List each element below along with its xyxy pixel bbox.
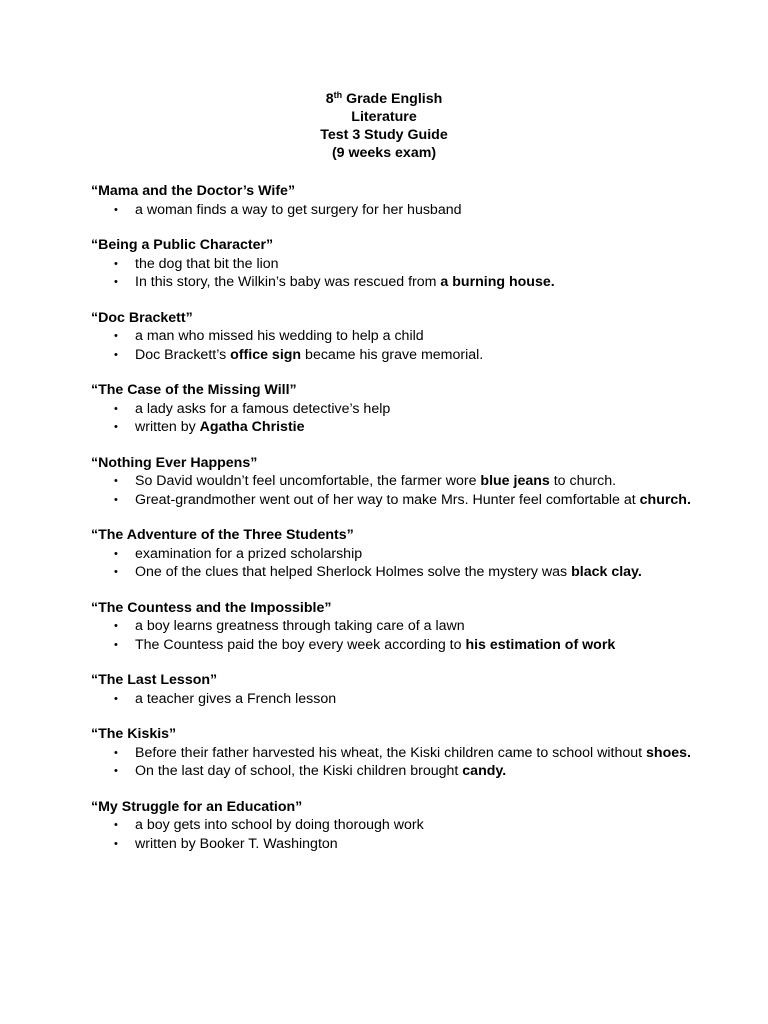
title-grade-superscript: th (333, 90, 343, 101)
title-grade-rest: Grade English (346, 91, 443, 107)
item-text: In this story, the Wilkin’s baby was rescued from (135, 274, 441, 290)
list-item (91, 762, 691, 781)
story-facts-list (91, 472, 691, 509)
bullet-icon: • (114, 547, 118, 560)
item-text: One of the clues that helped Sherlock Holmes solve the mystery was (135, 564, 572, 580)
item-emphasis: candy. (462, 763, 507, 779)
item-text-after: to church. (549, 473, 617, 489)
study-guide-content (91, 182, 691, 870)
bullet-icon: • (114, 276, 118, 288)
item-emphasis: his estimation of work (465, 636, 616, 653)
list-item (91, 346, 691, 365)
story-title: “Nothing Ever Happens” (91, 454, 258, 471)
item-text: the dog that bit the lion (135, 255, 279, 272)
bullet-icon: • (114, 203, 118, 216)
item-emphasis: church. (639, 491, 691, 508)
bullet-icon: • (114, 475, 118, 487)
item-emphasis: a burning house. (440, 274, 555, 290)
story-facts-list (91, 690, 691, 709)
list-item (91, 545, 691, 564)
list-item (91, 201, 691, 220)
item-text: Doc Brackett’s (135, 346, 231, 363)
story-title: “The Countess and the Impossible” (91, 599, 332, 616)
item-text: a teacher gives a French lesson (135, 690, 337, 707)
story-section (91, 182, 691, 219)
story-title: “The Last Lesson” (91, 672, 218, 688)
item-emphasis: Agatha Christie (199, 419, 305, 435)
bullet-icon: • (114, 746, 118, 759)
list-item (91, 563, 691, 582)
list-item (91, 835, 691, 854)
title-grade-line (0, 90, 768, 108)
story-section (91, 309, 691, 365)
story-section (91, 454, 691, 510)
list-item (91, 255, 691, 274)
bullet-icon: • (114, 620, 118, 632)
item-text: written by Booker T. Washington (135, 835, 338, 852)
list-item (91, 690, 691, 709)
story-section (91, 599, 691, 655)
list-item (91, 744, 691, 763)
item-text: Great-grandmother went out of her way to make Mrs. Hunter feel comfortable at (135, 491, 640, 508)
item-emphasis: black clay. (571, 564, 642, 580)
story-facts-list (91, 816, 691, 853)
story-title: “Doc Brackett” (91, 309, 193, 326)
story-facts-list (91, 400, 691, 437)
title-test: Test 3 Study Guide (320, 127, 448, 143)
list-item (91, 617, 691, 636)
list-item (91, 327, 691, 346)
bullet-icon: • (114, 348, 118, 361)
list-item (91, 491, 691, 510)
story-title: “The Adventure of the Three Students” (91, 527, 354, 543)
list-item (91, 636, 691, 655)
bullet-icon: • (114, 566, 118, 578)
story-facts-list (91, 201, 691, 220)
item-text: examination for a prized scholarship (135, 545, 363, 562)
item-text: a lady asks for a famous detective’s help (135, 400, 391, 417)
list-item (91, 816, 691, 835)
list-item (91, 418, 691, 437)
title-subject: Literature (351, 109, 417, 125)
item-text: a woman finds a way to get surgery for her husband (135, 201, 462, 218)
bullet-icon: • (114, 421, 118, 433)
story-title: “Being a Public Character” (91, 237, 274, 253)
bullet-icon: • (114, 402, 118, 415)
item-text: a boy gets into school by doing thorough work (135, 817, 424, 833)
story-facts-list (91, 327, 691, 364)
story-section (91, 236, 691, 292)
story-title: “Mama and the Doctor’s Wife” (91, 183, 296, 199)
bullet-icon: • (114, 638, 118, 651)
item-text: a boy learns greatness through taking care of a lawn (135, 618, 465, 634)
bullet-icon: • (114, 837, 118, 850)
item-text: a man who missed his wedding to help a child (135, 328, 424, 344)
bullet-icon: • (114, 493, 118, 506)
title-grade-number: 8 (325, 91, 334, 107)
story-facts-list (91, 545, 691, 582)
item-text: So David wouldn’t feel uncomfortable, the farmer wore (135, 473, 481, 489)
story-title: “The Case of the Missing Will” (91, 382, 297, 398)
story-facts-list (91, 617, 691, 654)
story-facts-list (91, 255, 691, 292)
story-section (91, 798, 691, 854)
item-text: Before their father harvested his wheat, the Kiski children came to school without (135, 744, 647, 761)
story-facts-list (91, 744, 691, 781)
item-text: written by (135, 419, 200, 435)
bullet-icon: • (114, 330, 118, 342)
story-section (91, 381, 691, 437)
document-title (0, 90, 768, 162)
bullet-icon: • (114, 765, 118, 777)
story-section (91, 526, 691, 582)
bullet-icon: • (114, 257, 118, 270)
bullet-icon: • (114, 692, 118, 705)
item-emphasis: shoes. (646, 744, 691, 761)
list-item (91, 273, 691, 292)
item-emphasis: blue jeans (480, 473, 550, 489)
bullet-icon: • (114, 819, 118, 831)
story-title: “My Struggle for an Education” (91, 798, 303, 815)
story-section (91, 671, 691, 708)
item-text: The Countess paid the boy every week according to (135, 636, 466, 653)
list-item (91, 472, 691, 491)
story-section (91, 725, 691, 781)
item-text: On the last day of school, the Kiski children brought (135, 763, 463, 779)
item-text-after: became his grave memorial. (301, 346, 484, 363)
item-emphasis: office sign (230, 346, 302, 363)
story-title: “The Kiskis” (91, 726, 177, 742)
title-exam-note: (9 weeks exam) (331, 145, 437, 161)
list-item (91, 400, 691, 419)
